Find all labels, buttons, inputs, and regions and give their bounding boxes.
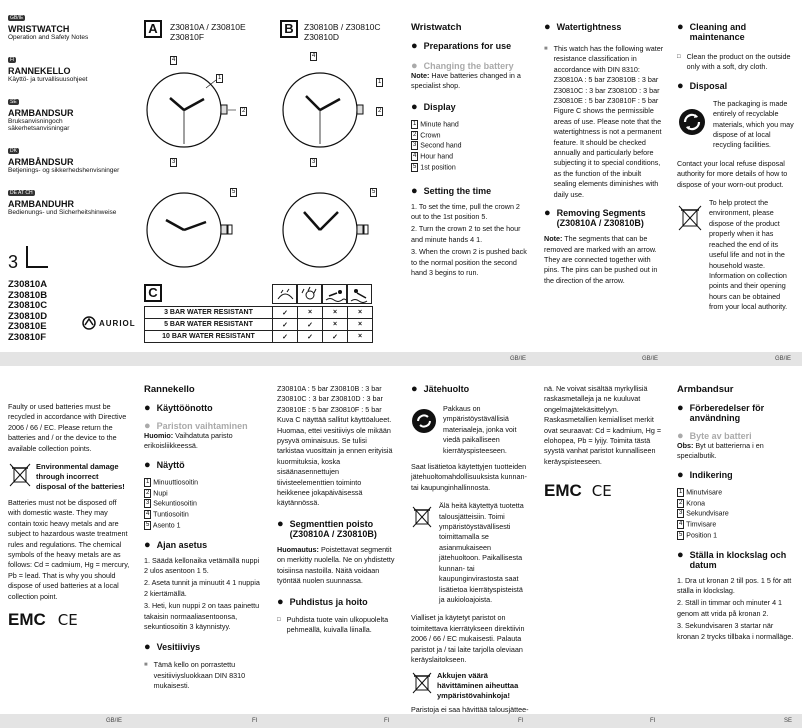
legend-item bbox=[144, 510, 262, 521]
display-legend bbox=[144, 478, 262, 532]
note-label: Note: bbox=[411, 71, 430, 80]
note-label: Obs: bbox=[677, 441, 694, 450]
segments-heading bbox=[544, 208, 664, 228]
water-text: Tämä kello on porrastettu vesitiiviysluokkaan DIN 8310 mukaisesti. bbox=[153, 660, 246, 691]
heading-text: Käyttöönotto bbox=[156, 403, 213, 413]
watch-a-diagram bbox=[144, 50, 274, 280]
swimming-icon bbox=[322, 284, 347, 304]
contact-text: Contact your local refuse disposal authority for more details of how to dispose of your worn-out product. bbox=[677, 158, 788, 189]
battery-text: Faulty or used batteries must be recycled in accordance with Directive 2006 / 66 / EC. Please return the batteries and / or the device to the available collection points. bbox=[8, 402, 127, 453]
settime-heading bbox=[144, 540, 262, 550]
packaging-text: The packaging is made entirely of recyclable materials, which you may dispose of at local recycling facilities. bbox=[713, 98, 794, 150]
ce-mark: CE bbox=[591, 482, 612, 501]
hand-wash-icon bbox=[272, 284, 297, 304]
settime-steps bbox=[411, 202, 529, 279]
lang-gb bbox=[8, 6, 138, 41]
water-heading bbox=[544, 22, 664, 32]
row-mark: ✓ bbox=[273, 307, 298, 319]
bin-block bbox=[411, 501, 529, 605]
callout-5: 5 bbox=[232, 189, 236, 195]
bullet-icon: ● bbox=[411, 40, 418, 52]
heading-text: Changing the battery bbox=[423, 61, 514, 71]
bullet-icon: ● bbox=[277, 517, 284, 530]
legend-num: 3 bbox=[146, 500, 150, 507]
heading-text: Jätehuolto bbox=[423, 384, 470, 394]
model-item: Z30810B bbox=[8, 289, 48, 301]
battery-note bbox=[411, 71, 529, 92]
brand-name: AURIOL bbox=[99, 318, 136, 328]
legend-text: Second hand bbox=[420, 142, 462, 150]
square-bullet-icon: ■ bbox=[144, 662, 148, 669]
step-item: 1. To set the time, pull the crown 2 out to the 1st position 5. bbox=[411, 201, 520, 221]
row-label: 5 BAR WATER RESISTANT bbox=[145, 319, 273, 331]
col-rannekello bbox=[144, 384, 262, 692]
bin-block bbox=[677, 198, 795, 312]
lang-title: ARMBANDUHR bbox=[8, 199, 74, 209]
callout-1: 1 bbox=[218, 75, 222, 81]
legend-num: 4 bbox=[146, 511, 150, 518]
settime-heading bbox=[411, 186, 529, 196]
col-battery-disposal bbox=[8, 402, 130, 630]
row-mark: × bbox=[348, 307, 373, 319]
bullet-icon: ● bbox=[677, 21, 684, 33]
footer-label: GB/IE bbox=[642, 356, 659, 362]
col-fi-water bbox=[277, 384, 395, 635]
crossed-bin-icon bbox=[411, 505, 433, 529]
panel-b-letter: B bbox=[280, 20, 298, 38]
heading-text: Disposal bbox=[689, 80, 728, 91]
heavy-metals-text: nä. Ne voivat sisältää myrkyllisiä raskasmetalleja ja ne kuuluvat ongelmajätekäsittelyyn. Raskasmetallien kemialliset merkit ovat seuraavat: Cd = kadmium, Hg = elohopea, Pb = lyijy. Toimita tästä syystä vanhat paristot kunnalliseen keräyspisteeseen. bbox=[544, 384, 662, 466]
rain-icon bbox=[297, 284, 322, 304]
note-label: Huomautus: bbox=[277, 544, 319, 554]
settime-steps bbox=[677, 576, 795, 642]
footer-label: SE bbox=[784, 718, 793, 724]
heading-text: Ställa in klockslag och datum bbox=[689, 549, 787, 570]
section-title: Rannekello bbox=[144, 384, 195, 395]
legend-text: Minutvisare bbox=[686, 489, 723, 497]
legend-item bbox=[411, 141, 529, 152]
auriol-emblem-icon bbox=[82, 316, 96, 330]
packaging-text: Pakkaus on ympäristöystävällisiä materiaaleja, jonka voit viedä paikalliseen kierrätyspisteeseen. bbox=[443, 404, 517, 455]
panel-a-letter: A bbox=[144, 20, 162, 38]
recycle-icon bbox=[677, 107, 707, 137]
note-text: Vaihdatuta paristo erikoisliikkeessä. bbox=[144, 431, 233, 451]
segments-note bbox=[544, 234, 664, 286]
col-cleaning bbox=[677, 22, 795, 313]
cleaning-text: Clean the product on the outside only with a soft, dry cloth. bbox=[686, 52, 791, 72]
lang-sub: Käyttö- ja turvallisuusohjeet bbox=[8, 76, 88, 83]
legend-num: 3 bbox=[679, 510, 683, 517]
legend-num: 4 bbox=[413, 153, 417, 160]
info-text: Saat lisätietoa käytettyjen tuotteiden jätehuoltomahdollisuuksista kunnan- tai kaupunginhallinnosta. bbox=[411, 462, 527, 492]
legend-item bbox=[411, 131, 529, 142]
legend-text: Minuuttiosoitin bbox=[153, 479, 199, 487]
battery-warning bbox=[411, 671, 529, 701]
row-label: 3 BAR WATER RESISTANT bbox=[145, 307, 273, 319]
row-mark: ✓ bbox=[323, 331, 348, 343]
prep-heading bbox=[677, 403, 795, 423]
model-list bbox=[8, 280, 47, 343]
row-label: 10 BAR WATER RESISTANT bbox=[145, 331, 273, 343]
lang-title: WRISTWATCH bbox=[8, 24, 70, 34]
heading-text: Förberedelser för användning bbox=[689, 403, 765, 423]
table-row bbox=[145, 331, 373, 343]
lang-tag: FI bbox=[10, 57, 15, 63]
col-wristwatch bbox=[411, 22, 529, 278]
step-item: 1. Dra ut kronan 2 till pos. 1 5 för att ställa in klockslag. bbox=[677, 575, 792, 595]
legend-num: 5 bbox=[146, 521, 150, 528]
note-label: Huomio: bbox=[144, 431, 174, 440]
heading-text: Setting the time bbox=[423, 185, 492, 196]
legend-num: 3 bbox=[413, 142, 417, 149]
bin-text: Älä heitä käytettyä tuotetta talousjätteisiin. Toimi ympäristöystävällisesti toimittamalla se asianmukaiseen jätehuoltoon. Paikallisesta kunnan- tai kaupunginvirastosta saat lisätietoa kierrätyspisteistä ja aukioloajoista. bbox=[439, 501, 524, 604]
legend-text: Sekundvisare bbox=[686, 510, 729, 518]
bullet-icon: ● bbox=[411, 100, 418, 113]
prep-heading bbox=[144, 403, 262, 413]
model-item: Z30810E bbox=[8, 321, 47, 332]
panel-a-models: Z30810A / Z30810E Z30810F bbox=[170, 22, 246, 42]
col-jatehuolto bbox=[411, 384, 529, 716]
row-mark: ✓ bbox=[273, 319, 298, 331]
heading-text: Vesitiiviys bbox=[156, 642, 201, 653]
packaging-block bbox=[677, 99, 795, 151]
bin-text: To help protect the environment, please dispose of the product properly when it has reached the end of its useful life and not in the household waste. Information on collection points and their opening hours can be obtained from your local authority. bbox=[709, 198, 788, 312]
section-title: Wristwatch bbox=[411, 22, 462, 33]
heading-text: Näyttö bbox=[156, 459, 185, 470]
lang-tag: DE AT CH bbox=[10, 190, 33, 196]
cleaning-heading bbox=[277, 597, 395, 607]
brand-logo bbox=[82, 316, 136, 330]
bullet-icon: ● bbox=[411, 383, 418, 395]
table-row bbox=[145, 319, 373, 331]
callout-2: 2 bbox=[242, 108, 246, 114]
legend-item bbox=[144, 478, 262, 489]
display-heading bbox=[411, 102, 529, 112]
battery-heading bbox=[144, 421, 262, 431]
heading-text: Indikering bbox=[689, 469, 733, 480]
top-footer-band bbox=[0, 352, 802, 366]
emc-ce-marks bbox=[544, 481, 664, 501]
legend-item bbox=[411, 152, 529, 163]
callout-3: 3 bbox=[312, 159, 316, 165]
emc-ce-marks bbox=[8, 610, 130, 630]
water-heading bbox=[144, 642, 262, 652]
legend-item bbox=[677, 520, 795, 531]
step-item: 3. Sekundvisaren 3 startar när kronan 2 trycks tillbaka i normalläge. bbox=[677, 621, 794, 641]
note-text: Poistettavat segmentit on merkitty nuolella. Ne on yhdistetty toisiinsa nastoilla. Näitä voidaan työntää nuolen suunnassa. bbox=[277, 544, 395, 586]
bullet-icon: ● bbox=[411, 184, 418, 197]
heading-text: Removing Segments (Z30810A / Z30810B) bbox=[556, 208, 646, 229]
note-label: Note: bbox=[544, 234, 563, 244]
crossed-bin-icon bbox=[677, 204, 703, 232]
battery-note bbox=[144, 431, 262, 452]
heading-text: Puhdistus ja hoito bbox=[289, 596, 368, 607]
emc-mark: EMC bbox=[544, 481, 582, 501]
row-mark: ✓ bbox=[298, 319, 323, 331]
packaging-block bbox=[411, 404, 529, 456]
corner-mark bbox=[26, 246, 48, 268]
segments-note bbox=[277, 545, 395, 587]
callout-4: 4 bbox=[312, 53, 316, 59]
row-mark: × bbox=[348, 331, 373, 343]
bullet-icon: ● bbox=[677, 548, 684, 561]
step-item: 3. Heti, kun nuppi 2 on taas painettu takaisin normaaliasentoonsa, sekuntiosoitin 3 käynnistyy. bbox=[144, 601, 260, 631]
crossed-bin-icon bbox=[411, 671, 433, 695]
bullet-icon: ● bbox=[544, 207, 551, 220]
step-item: 2. Ställ in timmar och minuter 4 1 genom att vrida på kronan 2. bbox=[677, 598, 783, 618]
bullet-icon: ● bbox=[144, 458, 151, 471]
note-text: Have batteries changed in a specialist shop. bbox=[411, 71, 521, 91]
legend-text: Hour hand bbox=[420, 153, 453, 161]
square-bullet-icon: □ bbox=[677, 54, 681, 60]
emc-mark: EMC bbox=[8, 610, 46, 630]
bullet-icon: ● bbox=[144, 641, 151, 654]
water-text: Kuva C näyttää sallitut käyttöalueet. Huomaa, ettei vesitiiviys ole mikään pysyvä ominaisuus. Se tulisi tarkistaa vuosittain ja ennen erityisiä kuormituksia, koska sisäänasennettujen tiivisteelementtien toiminto heikkenee jokapäiväisessä käytännössä. bbox=[277, 415, 393, 508]
battery-heading bbox=[411, 61, 529, 71]
model-item: Z30810C bbox=[8, 300, 48, 311]
display-heading bbox=[677, 470, 795, 480]
step-item: 3. When the crown 2 is pushed back to the normal position the second hand 3 begins to run. bbox=[411, 247, 527, 277]
legend-num: 4 bbox=[679, 521, 683, 528]
table-row bbox=[145, 307, 373, 319]
callout-1: 1 bbox=[378, 79, 382, 85]
battery-heading bbox=[677, 431, 795, 441]
footer-label: GB/IE bbox=[510, 356, 527, 362]
bullet-icon: ● bbox=[411, 60, 418, 72]
segments-heading bbox=[277, 519, 395, 539]
legend-item bbox=[677, 509, 795, 520]
col-armbandsur bbox=[677, 384, 795, 642]
disposal-heading bbox=[411, 384, 529, 394]
col-watertightness bbox=[544, 22, 664, 286]
battery-note bbox=[677, 441, 795, 462]
row-mark: × bbox=[348, 319, 373, 331]
panel-b bbox=[280, 20, 410, 280]
lang-de bbox=[8, 181, 138, 216]
callout-5: 5 bbox=[372, 189, 376, 195]
lang-sub: Operation and Safety Notes bbox=[8, 34, 89, 41]
legend-num: 2 bbox=[679, 499, 683, 506]
cleaning-heading bbox=[677, 22, 795, 42]
lang-title: RANNEKELLO bbox=[8, 66, 71, 76]
language-list bbox=[8, 6, 138, 216]
bullet-icon: ● bbox=[677, 468, 684, 481]
heading-text: Ajan asetus bbox=[156, 539, 208, 550]
footer-label: FI bbox=[650, 718, 656, 724]
legend-item bbox=[411, 120, 529, 131]
bullet-icon: ● bbox=[677, 79, 684, 92]
panel-c-letter: C bbox=[144, 284, 162, 302]
legend-item bbox=[677, 499, 795, 510]
footer-label: FI bbox=[518, 718, 524, 724]
legend-text: Minute hand bbox=[420, 121, 459, 129]
footer-label: FI bbox=[252, 718, 258, 724]
warning-text: Environmental damage through incorrect disposal of the batteries! bbox=[36, 462, 125, 492]
legend-text: Nupi bbox=[153, 489, 168, 497]
lang-fi bbox=[8, 48, 138, 83]
panel-c bbox=[144, 284, 404, 348]
heading-text: Segmenttien poisto (Z30810A / Z30810B) bbox=[289, 518, 377, 539]
watch-b-diagram bbox=[280, 50, 410, 280]
bullet-icon: ● bbox=[544, 21, 551, 33]
cleaning-text: Puhdista tuote vain ulkopuolelta pehmeällä, kuivalla liinalla. bbox=[286, 614, 389, 634]
legend-num: 2 bbox=[413, 131, 417, 138]
legend-num: 1 bbox=[679, 488, 683, 495]
bullet-icon: ● bbox=[144, 420, 151, 432]
heading-text: Pariston vaihtaminen bbox=[156, 421, 248, 431]
display-legend bbox=[411, 120, 529, 174]
prep-heading bbox=[411, 41, 529, 51]
note-text: The segments that can be removed are marked with an arrow. They are connected together with pins. The pins can be pushed out in the direction of the arrow. bbox=[544, 234, 658, 285]
activity-icons bbox=[272, 284, 372, 304]
legend-num: 1 bbox=[413, 120, 417, 127]
bullet-icon: ● bbox=[677, 430, 684, 442]
legend-text: Crown bbox=[420, 131, 441, 139]
square-bullet-icon: □ bbox=[277, 616, 281, 623]
legend-item bbox=[144, 499, 262, 510]
callout-2: 2 bbox=[378, 108, 382, 114]
model-item: Z30810A bbox=[8, 279, 48, 290]
settime-heading bbox=[677, 550, 795, 570]
bullet-icon: ● bbox=[144, 402, 151, 414]
heading-text: Watertightness bbox=[556, 22, 622, 32]
page-number: 3 bbox=[8, 252, 19, 272]
legend-item bbox=[411, 163, 529, 174]
footer-label: GB/IE bbox=[106, 718, 123, 724]
legend-text: Position 1 bbox=[686, 532, 718, 540]
step-item: 1. Säädä kellonaika vetämällä nuppi 2 ulos asentoon 1 5. bbox=[144, 555, 260, 575]
legend-item bbox=[144, 521, 262, 532]
row-mark: ✓ bbox=[273, 331, 298, 343]
water-body bbox=[544, 44, 664, 200]
model-item: Z30810F bbox=[8, 331, 47, 343]
legend-text: Sekuntiosoitin bbox=[153, 500, 197, 508]
heading-text: Cleaning and maintenance bbox=[689, 22, 747, 42]
recycle-icon bbox=[411, 408, 437, 434]
square-bullet-icon: ■ bbox=[544, 46, 548, 52]
panel-b-models: Z30810B / Z30810C Z30810D bbox=[304, 22, 381, 42]
lang-sub: Bruksanvisningoch säkerhetsanvisningar bbox=[8, 118, 70, 132]
legend-num: 1 bbox=[146, 478, 150, 485]
lang-tag: DK bbox=[10, 148, 17, 154]
battery-warning bbox=[8, 462, 130, 492]
legend-item bbox=[677, 531, 795, 542]
legend-item bbox=[144, 489, 262, 500]
warning-text: Akkujen väärä hävittäminen aiheuttaa ympäristövahinkoja! bbox=[437, 671, 519, 701]
water-text: This watch has the following water resistance classification in accordance with DIN 8310: Z30810A : 5 bar Z30810B : 3 bar Z30810C : 3 bar Z30810D : 3 bar Z30810E : 5 bar Z30810F : 5 bar Figure C shows the permissible areas of use. Please note that the watertightness is not a permanent feature. It should be checked annually and particularly before subjecting it to special conditions, as the function of the inbuilt sealing elements diminishes with daily use. bbox=[553, 44, 664, 199]
row-mark: × bbox=[298, 307, 323, 319]
bullet-icon: ● bbox=[144, 538, 151, 551]
legend-text: Timvisare bbox=[686, 521, 717, 529]
legend-text: Asento 1 bbox=[152, 522, 181, 530]
step-item: 2. Turn the crown 2 to set the hour and minute hands 4 1. bbox=[411, 224, 521, 244]
lang-dk bbox=[8, 139, 138, 174]
row-mark: × bbox=[323, 307, 348, 319]
note-text: Byt ut batterierna i en specialbutik. bbox=[677, 441, 764, 461]
legend-text: Krona bbox=[686, 499, 705, 507]
cleaning-body bbox=[677, 52, 795, 73]
lang-tag: GB/IE bbox=[10, 15, 24, 21]
heading-text: Preparations for use bbox=[423, 41, 512, 51]
legend-text: Tuntiosoitin bbox=[153, 511, 189, 519]
tail-text: Paristoja ei saa hävittää talousjättee- bbox=[411, 705, 529, 715]
section-title: Armbandsur bbox=[677, 384, 734, 395]
panel-a bbox=[144, 20, 274, 280]
water-resistance-table bbox=[144, 306, 373, 343]
legend-num: 2 bbox=[146, 489, 150, 496]
diving-icon bbox=[347, 284, 372, 304]
row-mark: × bbox=[323, 319, 348, 331]
lang-sub: Betjenings- og sikkerhedshenvisninger bbox=[8, 167, 120, 174]
legend-text: 1st position bbox=[420, 164, 456, 172]
settime-steps bbox=[144, 556, 262, 633]
legend-num: 5 bbox=[679, 531, 683, 538]
lang-tag: SE bbox=[10, 99, 17, 105]
bullet-icon: ● bbox=[677, 402, 684, 414]
ce-mark: CE bbox=[57, 611, 78, 630]
lang-title: ARMBANDSUR bbox=[8, 108, 74, 118]
footer-label: FI bbox=[384, 718, 390, 724]
step-item: 2. Aseta tunnit ja minuutit 4 1 nuppia 2 kiertämällä. bbox=[144, 578, 260, 598]
col-fi-continued bbox=[544, 384, 664, 501]
display-heading bbox=[144, 460, 262, 470]
callout-3: 3 bbox=[172, 159, 176, 165]
display-legend bbox=[677, 488, 795, 542]
lang-title: ARMBÅNDSUR bbox=[8, 157, 74, 167]
battery-text: Vialliset ja käytetyt paristot on toimitettava kierrätykseen direktiivin 2006 / 66 / EC mukaisesti. Palauta paristot ja / tai laite tarjolla oleviaan keräyslaitokseen. bbox=[411, 613, 525, 664]
row-mark: ✓ bbox=[298, 331, 323, 343]
crossed-bin-icon bbox=[8, 462, 32, 488]
legend-num: 5 bbox=[413, 163, 417, 170]
cleaning-body bbox=[277, 615, 395, 636]
callout-4: 4 bbox=[172, 57, 176, 63]
model-item: Z30810D bbox=[8, 310, 48, 322]
heading-text: Byte av batteri bbox=[689, 431, 752, 441]
bar-list: Z30810A : 5 bar Z30810B : 3 bar Z30810C : 3 bar Z30810D : 3 bar Z30810E : 5 bar Z30810F : 5 bar bbox=[277, 384, 383, 414]
footer-label: GB/IE bbox=[775, 356, 792, 362]
bullet-icon: ● bbox=[277, 595, 284, 608]
heading-text: Display bbox=[423, 101, 456, 112]
water-body bbox=[144, 660, 262, 691]
lang-se bbox=[8, 90, 138, 132]
lang-sub: Bedienungs- und Sicherheitshinweise bbox=[8, 209, 117, 216]
legend-item bbox=[677, 488, 795, 499]
battery-text-2: Batteries must not be disposed off with domestic waste. They may contain toxic heavy metals and are subject to hazardous waste treatment rules and regulations. The chemical symbols of the heavy metals are as follows: Cd = cadmium, Hg = mercury, Pb = lead. That is why you should dispose of used batteries at a local collection point. bbox=[8, 498, 130, 601]
disposal-heading bbox=[677, 81, 795, 91]
